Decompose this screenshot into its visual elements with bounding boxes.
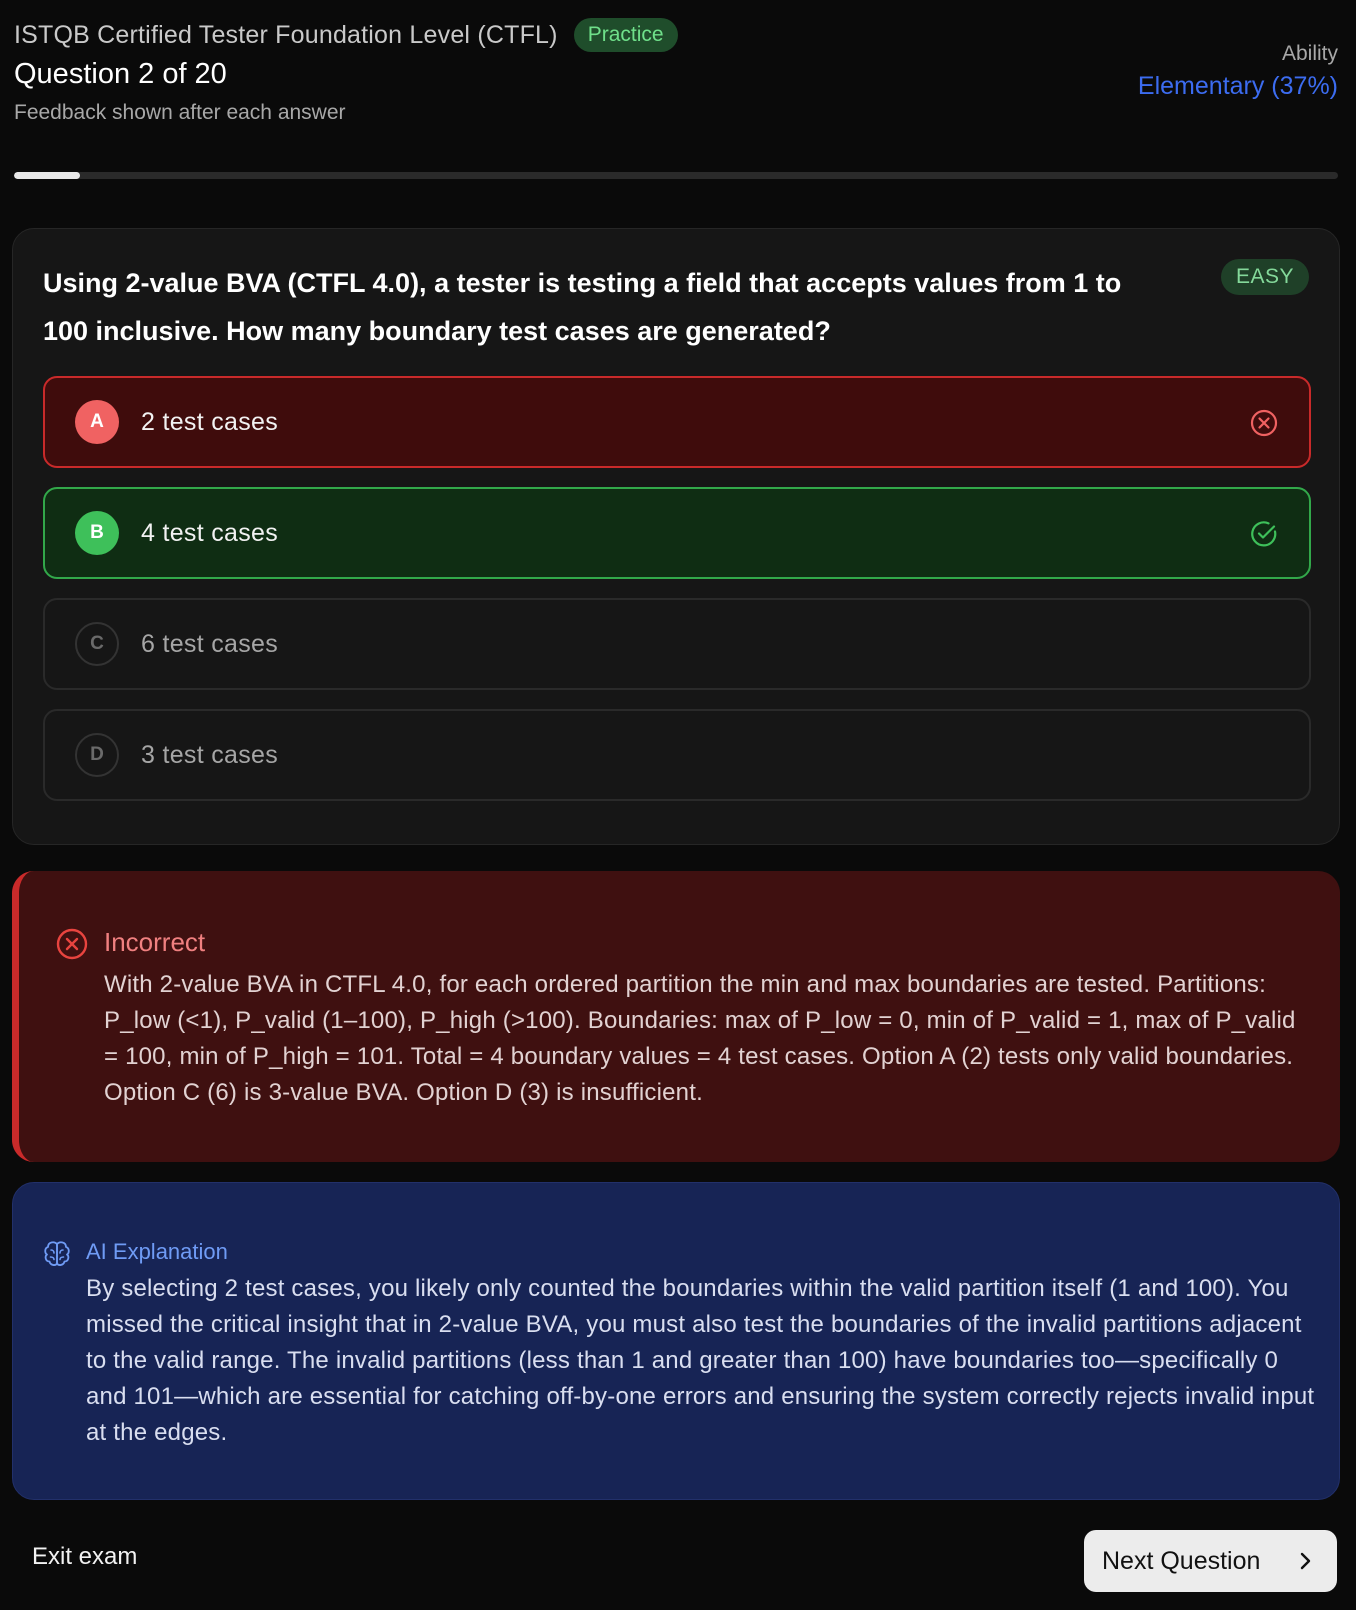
exit-exam-button[interactable]: Exit exam bbox=[32, 1543, 138, 1570]
ai-explanation-panel bbox=[12, 1182, 1340, 1500]
feedback-body: With 2-value BVA in CTFL 4.0, for each ordered partition the min and max boundaries are tested. Partitions: P_low (<1), P_valid (1–100), P_high (>100). Boundaries: max of P_low = 0, min of P_valid = 1, max of P_valid = 100, min of P_high = 101. Total = 4 boundary values = 4 test cases. Option A (2) tests only valid boundaries. Option C (6) is 3-value BVA. Option D (3) is insufficient. bbox=[104, 971, 1296, 1106]
ability-indicator bbox=[1138, 42, 1338, 101]
brain-icon bbox=[42, 1239, 72, 1269]
option-label: 3 test cases bbox=[141, 740, 278, 769]
ai-explanation-body: By selecting 2 test cases, you likely only counted the boundaries within the valid partition itself (1 and 100). You missed the critical insight that in 2-value BVA, you must also test the boundaries of the invalid partitions adjacent to the valid range. The invalid partitions (less than 1 and greater than 100) have boundaries too—specifically 0 and 101—which are essential for catching off-by-one errors and ensuring the system correctly rejects invalid input at the edges. bbox=[86, 1275, 1315, 1446]
question-counter: Question 2 of 20 bbox=[14, 58, 227, 90]
feedback-title: Incorrect bbox=[104, 927, 206, 957]
option-label: 2 test cases bbox=[141, 407, 278, 436]
ability-value: Elementary (37%) bbox=[1137, 72, 1338, 100]
option-label: 6 test cases bbox=[141, 629, 278, 658]
option-letter: C bbox=[75, 622, 119, 666]
exam-name: ISTQB Certified Tester Foundation Level (CTFL) bbox=[14, 20, 558, 49]
option-c[interactable] bbox=[43, 598, 1311, 690]
check-circle-icon bbox=[1249, 519, 1279, 549]
next-question-button[interactable] bbox=[1084, 1530, 1337, 1592]
option-letter: A bbox=[75, 400, 119, 444]
feedback-mode-note: Feedback shown after each answer bbox=[14, 101, 346, 124]
question-card bbox=[12, 228, 1340, 845]
option-a[interactable] bbox=[43, 376, 1311, 468]
option-b[interactable] bbox=[43, 487, 1311, 579]
exam-header bbox=[14, 18, 1338, 138]
mode-badge: Practice bbox=[574, 18, 678, 52]
option-label: 4 test cases bbox=[141, 518, 278, 547]
progress-bar-fill bbox=[14, 172, 80, 179]
incorrect-feedback-panel bbox=[12, 871, 1340, 1162]
question-text: Using 2-value BVA (CTFL 4.0), a tester is testing a field that accepts values from 1 to 100 inclusive. How many boundary test cases are generated? bbox=[43, 268, 1122, 346]
option-letter: B bbox=[75, 511, 119, 555]
next-question-label: Next Question bbox=[1102, 1546, 1261, 1575]
difficulty-badge: EASY bbox=[1221, 259, 1309, 295]
ai-explanation-title: AI Explanation bbox=[86, 1239, 228, 1264]
x-circle-icon bbox=[55, 927, 89, 961]
ability-label: Ability bbox=[1281, 42, 1338, 65]
progress-bar bbox=[14, 172, 1338, 179]
chevron-right-icon bbox=[1295, 1550, 1315, 1572]
option-d[interactable] bbox=[43, 709, 1311, 801]
option-letter: D bbox=[75, 733, 119, 777]
x-circle-icon bbox=[1249, 408, 1279, 438]
